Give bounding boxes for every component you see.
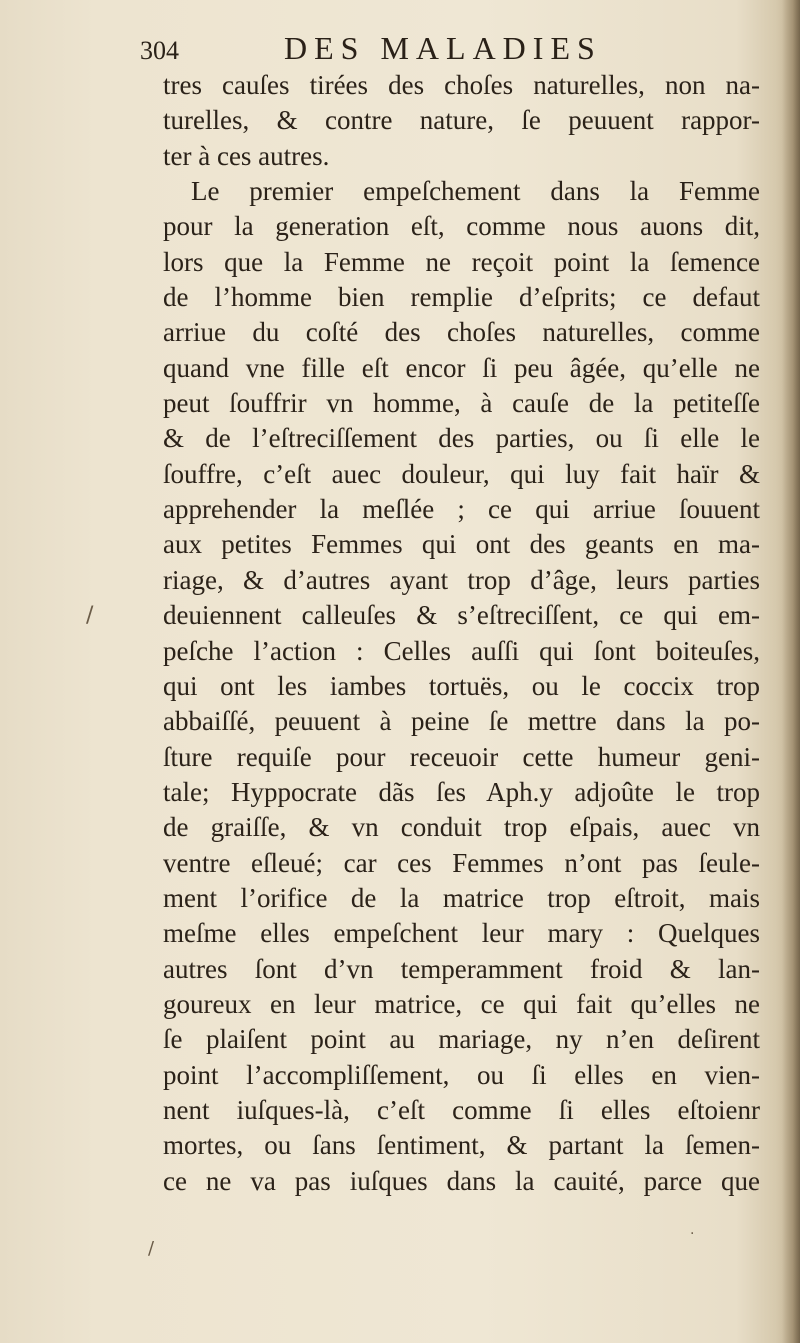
text-line: goureux en leur matrice, ce qui fait qu’elles ne <box>163 988 760 1019</box>
text-line: ce ne va pas iuſques dans la cauité, parce que <box>163 1165 760 1196</box>
text-line: aux petites Femmes qui ont des geants en ma- <box>163 529 760 560</box>
text-line: point l’accompliſſement, ou ſi elles en vien- <box>163 1059 760 1090</box>
text-line: de graiſſe, & vn conduit trop eſpais, auec vn <box>163 812 760 843</box>
text-line: ment l’orifice de la matrice trop eſtroit, mais <box>163 882 760 913</box>
text-line: apprehender la meſlée ; ce qui arriue ſouuent <box>163 494 760 525</box>
text-line: nent iuſques-là, c’eſt comme ſi elles eſtoienr <box>163 1094 760 1125</box>
text-line: abbaiſſé, peuuent à peine ſe mettre dans la po- <box>163 706 760 737</box>
text-line: & de l’eſtreciſſement des parties, ou ſi elle le <box>163 423 760 454</box>
text-line: ſture requiſe pour receuoir cette humeur geni- <box>163 741 760 772</box>
text-line: riage, & d’autres ayant trop d’âge, leurs parties <box>163 564 760 595</box>
text-line: meſme elles empeſchent leur mary : Quelques <box>163 918 760 949</box>
page-number: 304 <box>140 36 179 65</box>
running-head-title: DES MALADIES <box>284 30 602 66</box>
text-line: tres cauſes tirées des choſes naturelles, non na- <box>163 70 760 100</box>
text-line: qui ont les iambes tortuës, ou le coccix trop <box>163 670 760 701</box>
text-line: arriue du coſté des choſes naturelles, comme <box>163 317 760 348</box>
text-line: pour la generation eſt, comme nous auons dit, <box>163 211 760 242</box>
text-line: deuiennent calleuſes & s’eſtreciſſent, ce qui em- <box>163 600 760 631</box>
text-line: quand vne fille eſt encor ſi peu âgée, qu’elle ne <box>163 352 760 383</box>
text-line: ſe plaiſent point au mariage, ny n’en deſirent <box>163 1024 760 1055</box>
text-line: peut ſouffrir vn homme, à cauſe de la petiteſſe <box>163 388 760 419</box>
margin-mark: / <box>148 1238 155 1259</box>
text-line: autres ſont d’vn temperamment froid & lan- <box>163 953 760 984</box>
text-line: lors que la Femme ne reçoit point la ſemence <box>163 246 760 277</box>
margin-mark: · <box>690 1226 695 1242</box>
text-line: turelles, & contre nature, ſe peuuent rappor- <box>163 105 760 136</box>
margin-mark: / <box>86 603 94 628</box>
body-text <box>163 68 760 1199</box>
text-line: ventre eſleué; car ces Femmes n’ont pas ſeule- <box>163 847 760 878</box>
text-line: ſouffre, c’eſt auec douleur, qui luy fait haïr & <box>163 458 760 489</box>
text-line: peſche l’action : Celles auſſi qui ſont boiteuſes, <box>163 635 760 666</box>
text-line: Le premier empeſchement dans la Femme <box>191 176 760 207</box>
text-line: tale; Hyppocrate dãs ſes Aph.y adjoûte le trop <box>163 776 760 807</box>
text-line: ter à ces autres. <box>163 140 330 171</box>
text-line: de l’homme bien remplie d’eſprits; ce defaut <box>163 282 760 313</box>
text-line: mortes, ou ſans ſentiment, & partant la ſemen- <box>163 1130 760 1161</box>
gutter-shadow <box>782 0 800 1343</box>
